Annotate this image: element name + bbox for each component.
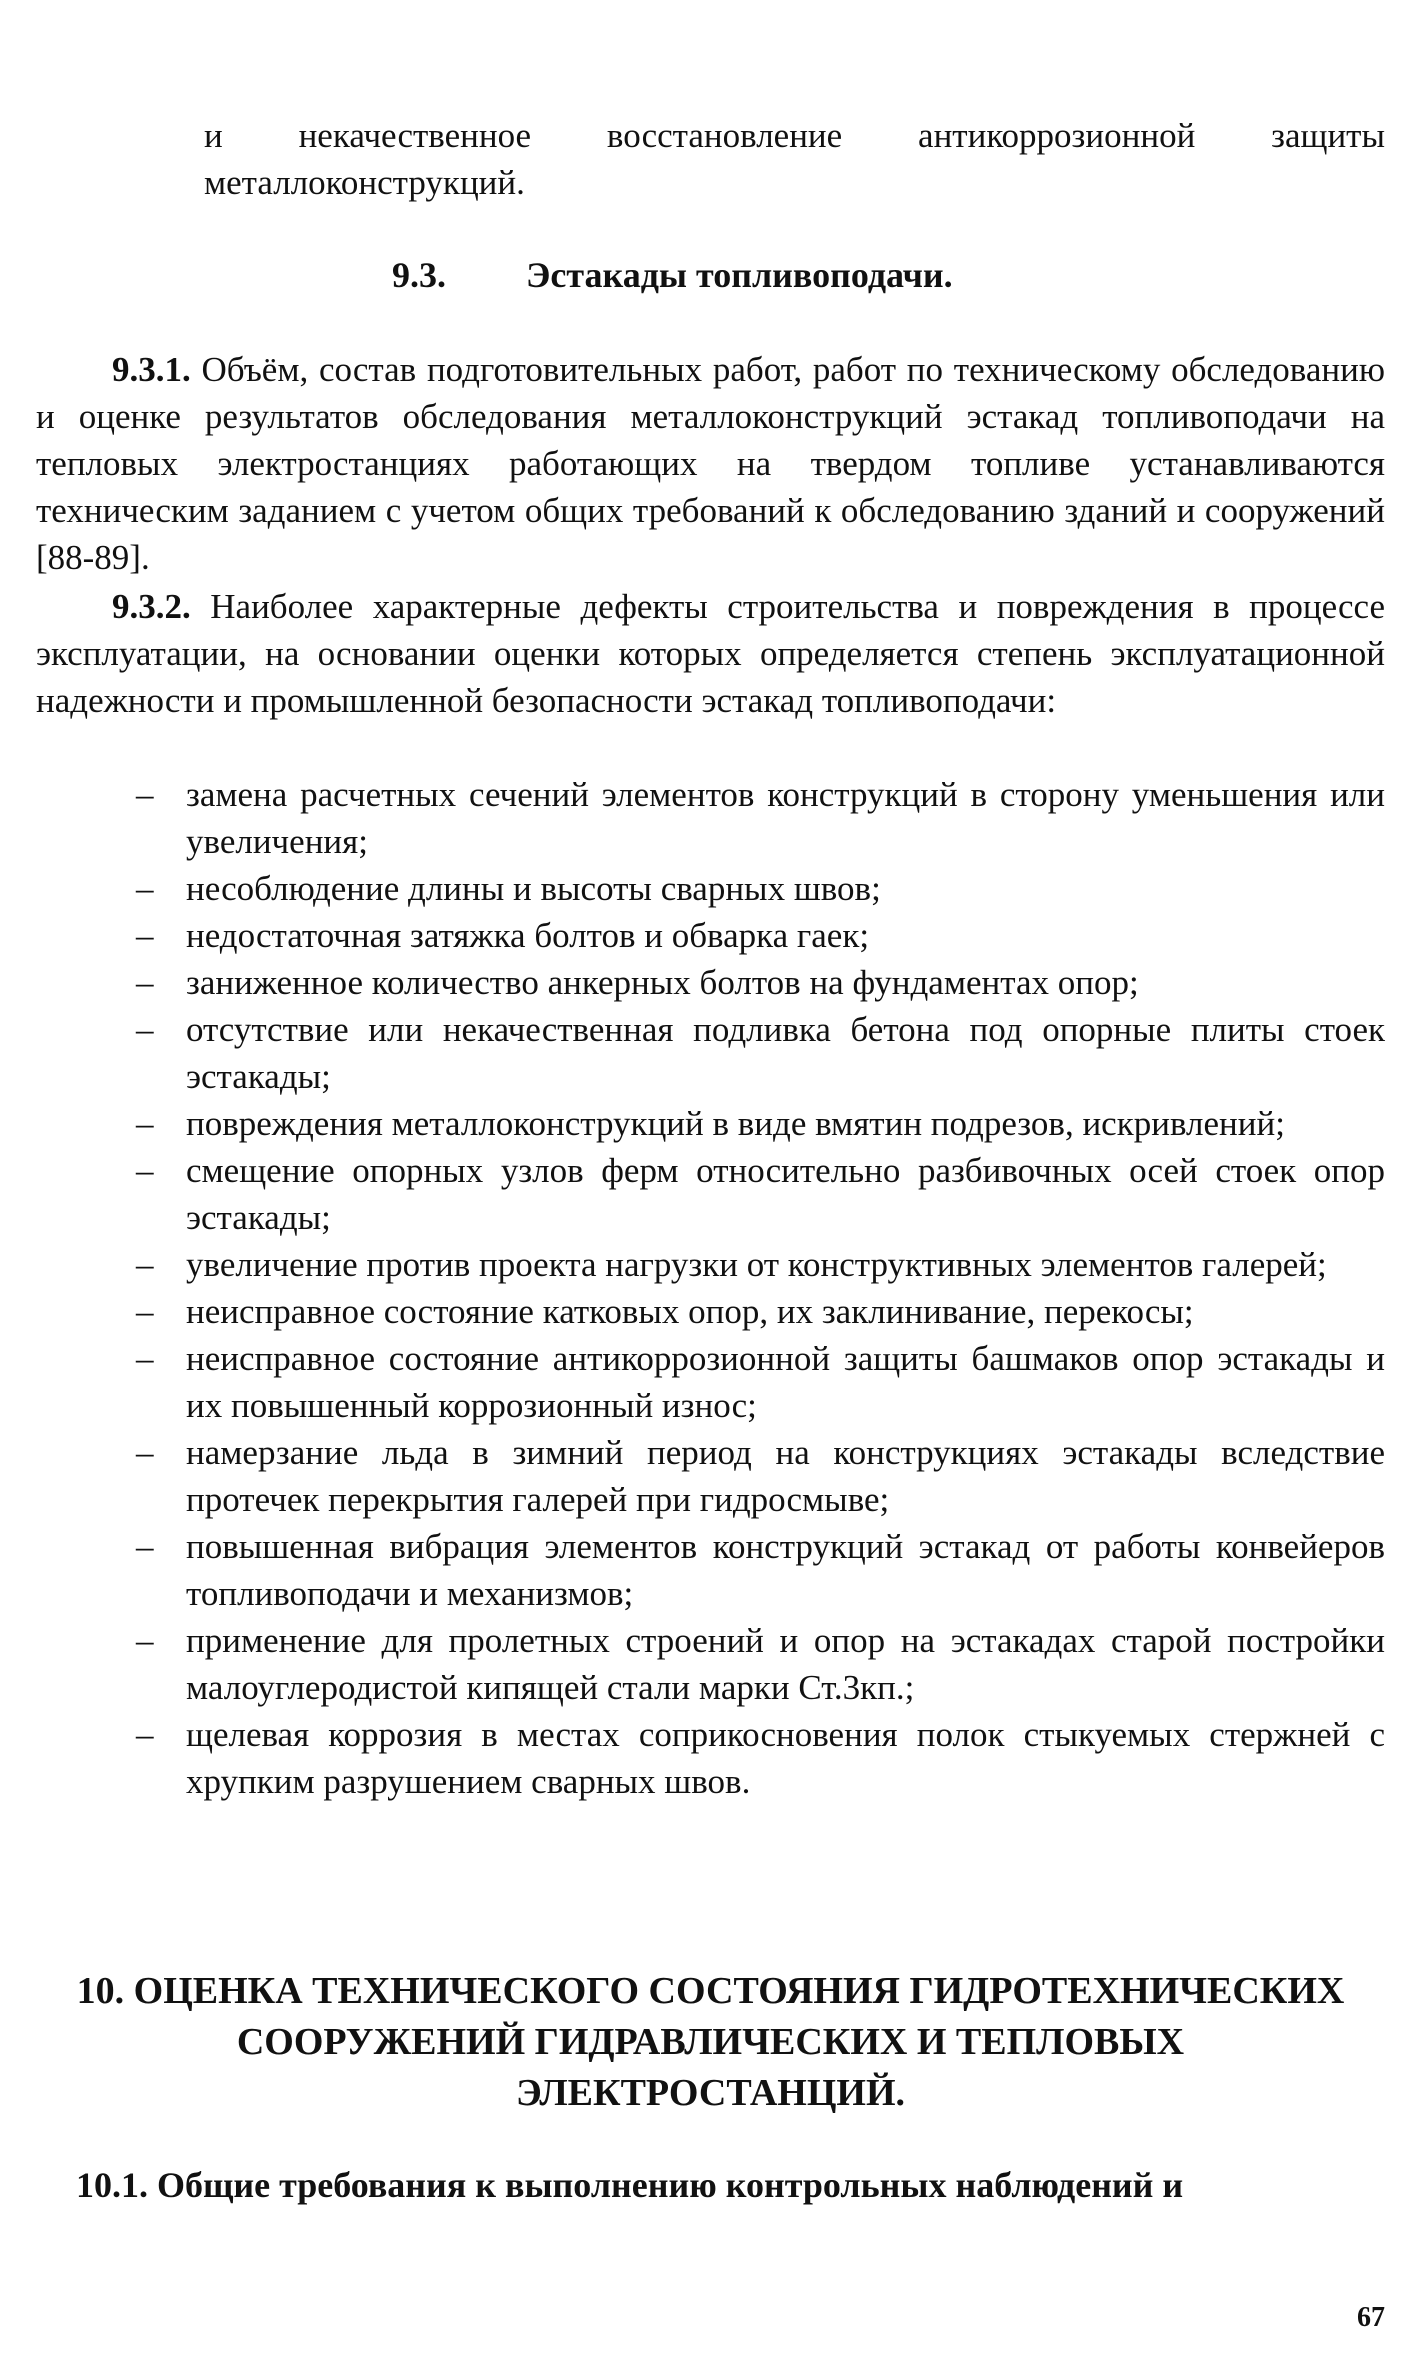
list-item-text: несоблюдение длины и высоты сварных швов; (186, 869, 881, 908)
continuation-paragraph: и некачественное восстановление антикоррозионной защиты металлоконструкций. (204, 116, 1385, 202)
paragraph-text: Объём, состав подготовительных работ, работ по техническому обследованию и оценке результатов обследования металлоконструкций эстакад топливоподачи на тепловых электростанциях работающих на твердом топливе устанавливаются техническим заданием с учетом общих требований к обследованию зданий и сооружений [88-89]. (36, 350, 1386, 577)
list-item-text: отсутствие или некачественная подливка бетона под опорные плиты стоек эстакады; (186, 1010, 1385, 1096)
list-dash: – (136, 1245, 154, 1284)
section-number: 9.3. (392, 255, 446, 295)
list-item-text: недостаточная затяжка болтов и обварка гаек; (186, 916, 870, 955)
list-item-text: замена расчетных сечений элементов конструкций в сторону уменьшения или увеличения; (186, 775, 1385, 861)
list-item (36, 1100, 1385, 1147)
list-item (36, 1429, 1385, 1523)
paragraph-number: 9.3.2. (112, 587, 191, 626)
chapter-10-heading (36, 1966, 1385, 2119)
list-item-text: неисправное состояние катковых опор, их заклинивание, перекосы; (186, 1292, 1194, 1331)
list-dash: – (136, 1104, 154, 1143)
section-title: Общие требования к выполнению контрольных наблюдений и (157, 2165, 1184, 2205)
list-item (36, 865, 1385, 912)
list-item (36, 1617, 1385, 1711)
list-item (36, 1523, 1385, 1617)
paragraph-9-3-2 (36, 583, 1385, 724)
list-item-text: применение для пролетных строений и опор на эстакадах старой постройки малоуглеродистой кипящей стали марки Ст.3кп.; (186, 1621, 1385, 1707)
list-dash: – (136, 1433, 154, 1472)
list-item-text: неисправное состояние антикоррозионной защиты башмаков опор эстакады и их повышенный коррозионный износ; (186, 1339, 1385, 1425)
section-title: Эстакады топливоподачи. (526, 255, 953, 295)
list-item-text: заниженное количество анкерных болтов на фундаментах опор; (186, 963, 1139, 1002)
list-item-text: смещение опорных узлов ферм относительно разбивочных осей стоек опор эстакады; (186, 1151, 1385, 1237)
chapter-heading-line: 10. ОЦЕНКА ТЕХНИЧЕСКОГО СОСТОЯНИЯ ГИДРОТЕХНИЧЕСКИХ (76, 1970, 1345, 2012)
list-dash: – (136, 1527, 154, 1566)
list-dash: – (136, 1715, 154, 1754)
paragraph-9-3-1 (36, 346, 1385, 581)
list-item (36, 912, 1385, 959)
chapter-heading-line: ЭЛЕКТРОСТАНЦИЙ. (515, 2072, 906, 2114)
list-item (36, 1006, 1385, 1100)
list-item (36, 1147, 1385, 1241)
section-10-1-heading (76, 2162, 1385, 2209)
list-item-text: повреждения металлоконструкций в виде вмятин подрезов, искривлений; (186, 1104, 1285, 1143)
list-item (36, 1335, 1385, 1429)
list-dash: – (136, 1151, 154, 1190)
list-item (36, 1241, 1385, 1288)
list-item-text: повышенная вибрация элементов конструкций эстакад от работы конвейеров топливоподачи и механизмов; (186, 1527, 1385, 1613)
list-dash: – (136, 1339, 154, 1378)
chapter-heading-line: СООРУЖЕНИЙ ГИДРАВЛИЧЕСКИХ И ТЕПЛОВЫХ (236, 2021, 1185, 2063)
list-item (36, 959, 1385, 1006)
list-dash: – (136, 1621, 154, 1660)
list-item-text: щелевая коррозия в местах соприкосновения полок стыкуемых стержней с хрупким разрушением сварных швов. (186, 1715, 1385, 1801)
list-dash: – (136, 963, 154, 1002)
list-item (36, 1288, 1385, 1335)
list-dash: – (136, 869, 154, 908)
list-item-text: увеличение против проекта нагрузки от конструктивных элементов галерей; (186, 1245, 1327, 1284)
list-item (36, 1711, 1385, 1805)
page-number: 67 (1357, 2302, 1385, 2333)
paragraph-text: Наиболее характерные дефекты строительства и повреждения в процессе эксплуатации, на основании оценки которых определяется степень эксплуатационной надежности и промышленной безопасности эстакад топливоподачи: (36, 587, 1386, 720)
list-dash: – (136, 775, 154, 814)
list-item-text: намерзание льда в зимний период на конструкциях эстакады вследствие протечек перекрытия галерей при гидросмыве; (186, 1433, 1385, 1519)
section-number: 10.1. (76, 2165, 148, 2205)
paragraph-number: 9.3.1. (112, 350, 191, 389)
list-dash: – (136, 1292, 154, 1331)
list-dash: – (136, 916, 154, 955)
defects-list (36, 771, 1385, 1805)
list-item (36, 771, 1385, 865)
list-dash: – (136, 1010, 154, 1049)
